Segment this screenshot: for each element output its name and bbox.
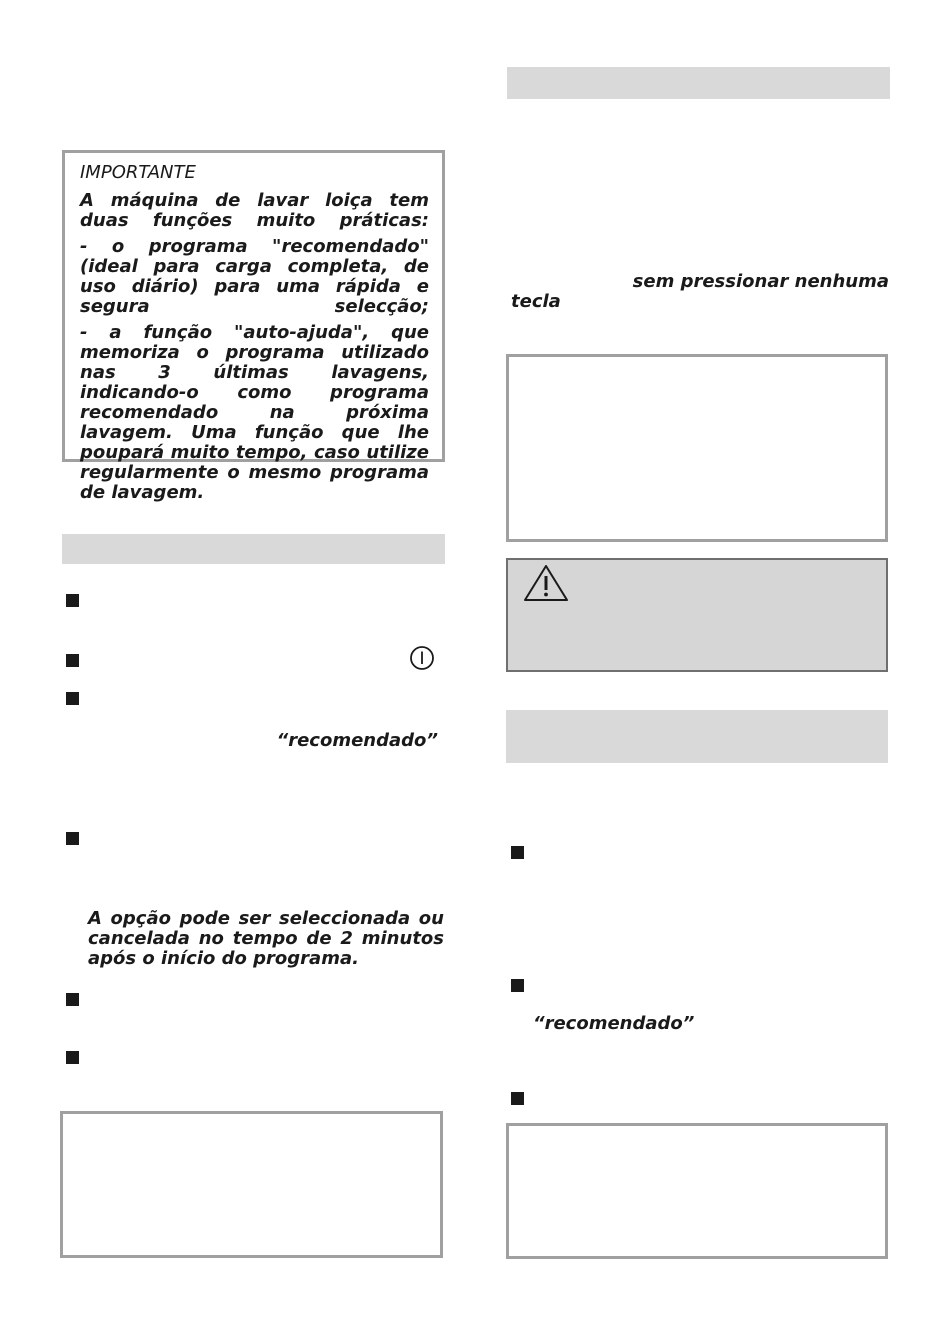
bullet-marker [66, 692, 79, 705]
important-intro: A máquina de lavar loiça tem duas funções muito práticas: [80, 190, 429, 231]
notice-box-right-top [506, 354, 888, 542]
warning-triangle-icon [522, 563, 570, 603]
important-point-1: - o programa "recomendado" (ideal para carga completa, de uso diário) para uma rápida e segura selecção; [80, 236, 429, 317]
bullet-marker [66, 654, 79, 667]
important-title: IMPORTANTE [80, 162, 196, 183]
section-header-bar-right [507, 67, 890, 99]
section-header-bar-right-2 [506, 710, 888, 763]
no-key-text: sem pressionar nenhuma [632, 271, 889, 292]
notice-box-left [60, 1111, 443, 1258]
important-point-2: - a função "auto-ajuda", que memoriza o programa utilizado nas 3 últimas lavagens, indicando-o como programa recomendado na próxima lavagem. Uma função que lhe poupará muito tempo, caso utilize regularmente o mesmo programa de lavagem. [80, 322, 429, 503]
bullet-marker [511, 1092, 524, 1105]
option-note: A opção pode ser seleccionada ou cancelada no tempo de 2 minutos após o início do programa. [88, 908, 444, 969]
recommended-label-left: “recomendado” [276, 730, 438, 751]
recommended-label-right: “recomendado” [533, 1013, 695, 1034]
bullet-marker [66, 993, 79, 1006]
important-box [62, 150, 445, 503]
bullet-marker [66, 832, 79, 845]
bullet-marker [66, 594, 79, 607]
section-header-bar-left [62, 534, 445, 564]
no-key-text-2: tecla [511, 291, 561, 312]
bullet-marker [511, 979, 524, 992]
warning-box [506, 558, 888, 672]
bullet-marker [66, 1051, 79, 1064]
notice-box-right-bottom [506, 1123, 888, 1259]
bullet-marker [511, 846, 524, 859]
power-icon [409, 645, 435, 671]
